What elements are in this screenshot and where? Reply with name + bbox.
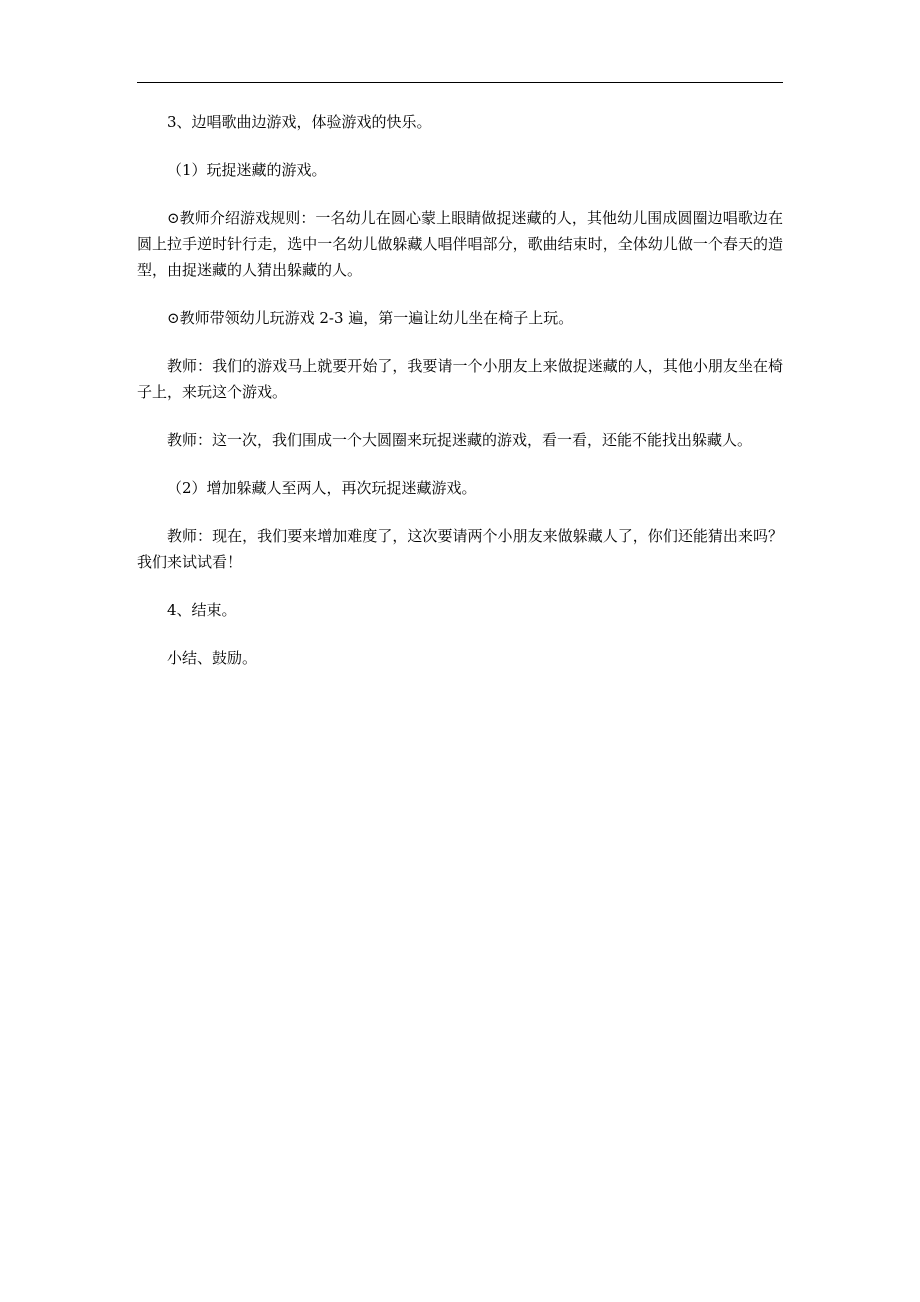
teacher-leads-paragraph: ⊙教师带领幼儿玩游戏 2-3 遍，第一遍让幼儿坐在椅子上玩。 [167, 309, 574, 327]
summary-paragraph: 小结、鼓励。 [167, 649, 258, 667]
step-4-heading: 4、结束。 [167, 601, 237, 619]
teacher-dialogue-3: 教师：现在，我们要来增加难度了，这次要请两个小朋友来做躲藏人了，你们还能猜出来吗？我们来试试看！ [137, 527, 783, 571]
substep-2-heading: （2）增加躲藏人至两人，再次玩捉迷藏游戏。 [167, 479, 477, 497]
game-rules-paragraph: ⊙教师介绍游戏规则：一名幼儿在圆心蒙上眼睛做捉迷藏的人，其他幼儿围成圆圈边唱歌边在圆上拉手逆时针行走，选中一名幼儿做躲藏人唱伴唱部分，歌曲结束时，全体幼儿做一个春天的造型，由捉迷藏的人猜出躲藏的人。 [137, 209, 783, 279]
substep-1-heading: （1）玩捉迷藏的游戏。 [167, 161, 327, 179]
document-body [137, 109, 783, 693]
step-3-heading: 3、边唱歌曲边游戏，体验游戏的快乐。 [167, 113, 432, 131]
teacher-dialogue-1: 教师：我们的游戏马上就要开始了，我要请一个小朋友上来做捉迷藏的人，其他小朋友坐在椅子上，来玩这个游戏。 [137, 357, 783, 401]
teacher-dialogue-2: 教师：这一次，我们围成一个大圆圈来玩捉迷藏的游戏，看一看，还能不能找出躲藏人。 [167, 431, 753, 449]
header-rule [137, 82, 783, 83]
